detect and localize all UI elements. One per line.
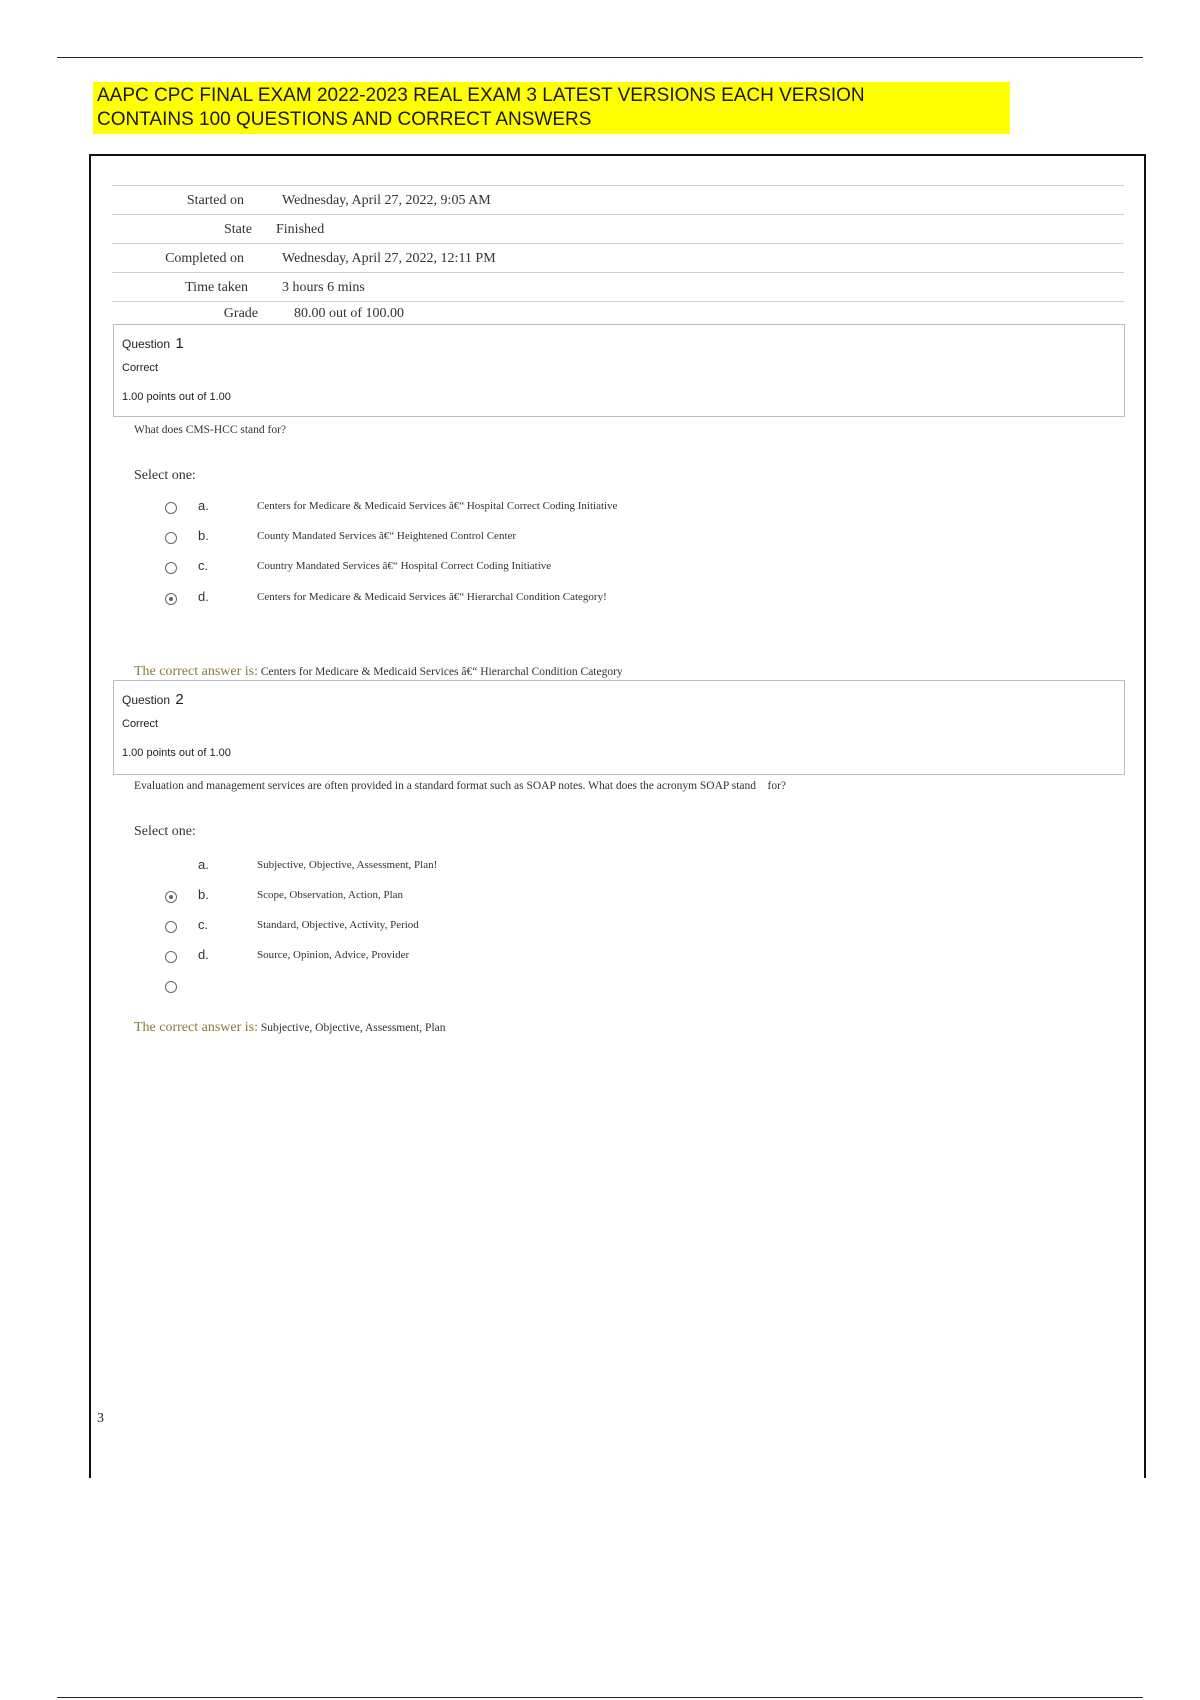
summary-row-started xyxy=(112,185,1124,215)
exam-title-banner xyxy=(93,82,1010,134)
page-number: 3 xyxy=(97,1411,104,1426)
q2-option-b-letter: b. xyxy=(198,887,209,902)
question-2-select-label: Select one: xyxy=(134,824,196,839)
q1-option-c-radio[interactable] xyxy=(165,562,177,574)
question-2-correct-answer xyxy=(134,1020,446,1036)
question-2-num: 2 xyxy=(175,691,184,708)
q1-option-a-letter: a. xyxy=(198,498,209,513)
q1-option-d-text[interactable]: Centers for Medicare & Medicaid Services â€“ Hierarchal Condition Category! xyxy=(257,591,607,603)
question-1-label: Question xyxy=(122,337,171,351)
summary-row-grade xyxy=(112,301,1124,324)
question-2-text: Evaluation and management services are often provided in a standard format such as SOAP notes. What does the acronym SOAP stand for? xyxy=(134,780,787,792)
q1-option-a-text[interactable]: Centers for Medicare & Medicaid Services â€“ Hospital Correct Coding Initiative xyxy=(257,500,618,512)
question-2-number xyxy=(122,691,184,708)
summary-row-completed xyxy=(112,243,1124,273)
question-1-text: What does CMS-HCC stand for? xyxy=(134,424,287,436)
grade-label: Grade xyxy=(223,306,258,321)
question-2-info-box xyxy=(113,680,1125,775)
q1-option-b-text[interactable]: County Mandated Services â€“ Heightened Control Center xyxy=(257,530,517,542)
q2-option-c-text[interactable]: Standard, Objective, Activity, Period xyxy=(257,919,419,931)
time-label: Time taken xyxy=(185,280,248,295)
q1-correct-value: Centers for Medicare & Medicaid Services â€“ Hierarchal Condition Category xyxy=(260,666,623,678)
q2-correct-value: Subjective, Objective, Assessment, Plan xyxy=(260,1022,446,1034)
question-1-correct-answer xyxy=(134,664,623,680)
q1-option-a-radio[interactable] xyxy=(165,502,177,514)
q2-correct-label: The correct answer is: xyxy=(134,1020,258,1035)
q1-correct-label: The correct answer is: xyxy=(134,664,258,679)
completed-value: Wednesday, April 27, 2022, 12:11 PM xyxy=(282,251,496,266)
question-1-state: Correct xyxy=(122,362,159,374)
completed-label: Completed on xyxy=(165,251,244,266)
summary-row-time xyxy=(112,272,1124,302)
summary-row-state xyxy=(112,214,1124,244)
question-1-select-label: Select one: xyxy=(134,468,196,483)
q1-option-c-letter: c. xyxy=(198,558,209,573)
started-value: Wednesday, April 27, 2022, 9:05 AM xyxy=(282,193,491,208)
time-value: 3 hours 6 mins xyxy=(282,280,365,295)
started-label: Started on xyxy=(186,193,244,208)
q1-option-d-letter: d. xyxy=(198,589,209,604)
q2-option-d-radio[interactable] xyxy=(165,951,177,963)
state-label: State xyxy=(224,222,252,237)
question-2-points: 1.00 points out of 1.00 xyxy=(122,747,231,759)
q1-option-b-radio[interactable] xyxy=(165,532,177,544)
q2-option-a-letter: a. xyxy=(198,857,209,872)
q2-option-d-letter: d. xyxy=(198,947,209,962)
q2-option-d-text[interactable]: Source, Opinion, Advice, Provider xyxy=(257,949,410,961)
q2-option-c-letter: c. xyxy=(198,917,209,932)
question-2-state: Correct xyxy=(122,718,159,730)
q1-option-d-radio-selected[interactable] xyxy=(165,593,177,605)
question-2-label: Question xyxy=(122,693,171,707)
question-1-points: 1.00 points out of 1.00 xyxy=(122,391,231,403)
question-1-number xyxy=(122,335,184,352)
question-1-info-box xyxy=(113,324,1125,417)
state-value: Finished xyxy=(276,222,325,237)
q1-option-c-text[interactable]: Country Mandated Services â€“ Hospital Correct Coding Initiative xyxy=(257,560,552,572)
grade-value: 80.00 out of 100.00 xyxy=(294,306,405,321)
q2-option-c-radio[interactable] xyxy=(165,921,177,933)
q2-option-b-radio-selected[interactable] xyxy=(165,891,177,903)
top-rule xyxy=(57,57,1143,58)
q2-option-b-text[interactable]: Scope, Observation, Action, Plan xyxy=(257,889,404,901)
question-1-num: 1 xyxy=(175,335,184,352)
q1-option-b-letter: b. xyxy=(198,528,209,543)
bottom-rule xyxy=(57,1697,1143,1698)
banner-line-1: AAPC CPC FINAL EXAM 2022-2023 REAL EXAM 3 LATEST VERSIONS EACH VERSION xyxy=(97,85,865,106)
banner-line-2: CONTAINS 100 QUESTIONS AND CORRECT ANSWERS xyxy=(97,109,592,130)
q2-option-a-text[interactable]: Subjective, Objective, Assessment, Plan! xyxy=(257,859,438,871)
q2-extra-radio[interactable] xyxy=(165,981,177,993)
